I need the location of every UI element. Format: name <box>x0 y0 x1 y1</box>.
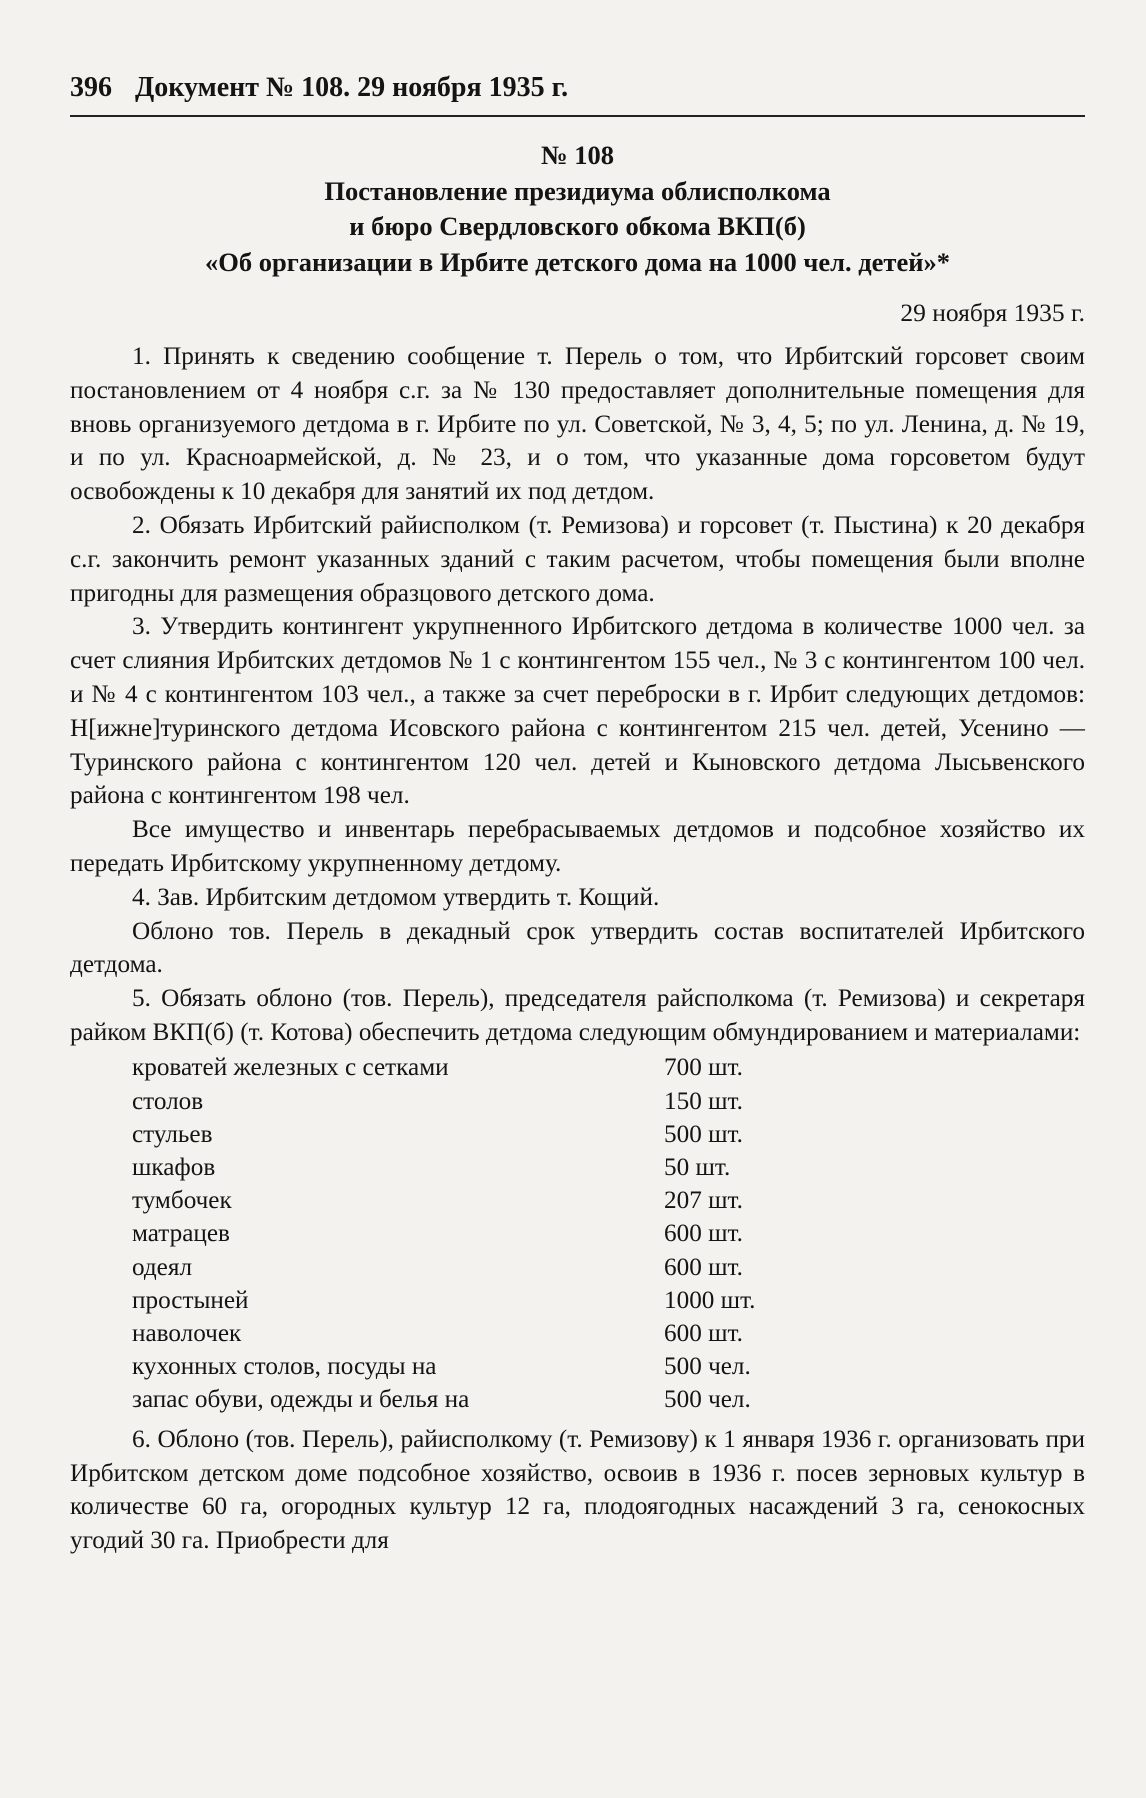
page-number: 396 <box>70 72 112 103</box>
supply-item-name: матрацев <box>132 1220 230 1248</box>
paragraph-3: 3. Утвердить контингент укрупненного Ирбитского детдома в количестве 1000 чел. за счет слияния Ирбитских детдомов № 1 с контингентом 155 чел., № 3 с контингентом 100 чел. и № 4 с контингентом 103 чел., а также за счет переброски в г. Ирбит следующих детдомов: Н[ижне]туринского детдома Исовского района с контингентом 215 чел. детей, Усенино — Туринского района с контингентом 120 чел. детей и Кыновского детдома Лысьвенского района с контингентом 198 чел. <box>70 613 1085 810</box>
supply-item-qty: 700 шт. <box>664 1054 743 1082</box>
title-line: Постановление президиума облисполкома <box>324 175 831 206</box>
supply-item <box>132 1218 832 1251</box>
document-title-block <box>70 138 1085 280</box>
paragraph-2: 2. Обязать Ирбитский райисполком (т. Ремизова) и горсовет (т. Пыстина) к 20 декабря с.г. закончить ремонт указанных зданий с таким расчетом, чтобы помещения были вполне пригодны для размещения образцового детского дома. <box>70 511 1085 607</box>
document-body <box>70 340 1085 1558</box>
supply-item <box>132 1151 832 1184</box>
supply-item-qty: 500 чел. <box>664 1353 751 1381</box>
supply-item-name: кухонных столов, посуды на <box>132 1353 437 1381</box>
supply-item-name: кроватей железных с сетками <box>132 1054 449 1082</box>
supply-item <box>132 1118 832 1151</box>
paragraph-1: 1. Принять к сведению сообщение т. Перель о том, что Ирбитский горсовет своим постановлением от 4 ноября с.г. за № 130 предоставляет дополнительные помещения для вновь организуемого детдома в г. Ирбите по ул. Советской, № 3, 4, 5; по ул. Ленина, д. № 19, и по ул. Красноармейской, д. № 23, и о том, что указанные дома горсоветом будут освобождены к 10 декабря для занятий их под детдом. <box>70 343 1085 506</box>
supply-item-name: тумбочек <box>132 1187 232 1215</box>
supply-item-qty: 207 шт. <box>664 1187 743 1215</box>
supply-item-name: шкафов <box>132 1154 216 1181</box>
supply-list <box>132 1052 832 1417</box>
supply-item <box>132 1317 832 1350</box>
supply-item-name: наволочек <box>132 1319 242 1347</box>
supply-item-qty: 50 шт. <box>664 1154 731 1181</box>
supply-item <box>132 1384 832 1417</box>
supply-item-qty: 600 шт. <box>664 1319 743 1347</box>
header-rule <box>70 115 1085 117</box>
title-line: и бюро Свердловского обкома ВКП(б) <box>349 211 806 241</box>
supply-item-qty: 600 шт. <box>664 1253 743 1281</box>
supply-item-qty: 500 шт. <box>664 1120 743 1148</box>
paragraph-5: 5. Обязать облоно (тов. Перель), председателя райсполкома (т. Ремизова) и секретаря райком ВКП(б) (т. Котова) обеспечить детдома следующим обмундированием и материалами: <box>70 985 1085 1046</box>
document-date: 29 ноября 1935 г. <box>900 298 1085 327</box>
supply-item <box>132 1284 832 1317</box>
title-line: «Об организации в Ирбите детского дома на 1000 чел. детей»* <box>205 246 950 277</box>
supply-item <box>132 1184 832 1217</box>
paragraph-6: 6. Облоно (тов. Перель), райисполкому (т. Ремизову) к 1 января 1936 г. организовать при Ирбитском детском доме подсобное хозяйство, освоив в 1936 г. посев зерновых культур в количестве 60 га, огородных культур 12 га, плодоягодных насаждений 3 га, сенокосных угодий 30 га. Приобрести для <box>70 1425 1085 1555</box>
supply-item <box>132 1350 832 1383</box>
supply-item <box>132 1085 832 1118</box>
paragraph-property: Все имущество и инвентарь перебрасываемых детдомов и подсобное хозяйство их передать Ирбитскому укрупненному детдому. <box>70 816 1085 877</box>
paragraph-staff: Облоно тов. Перель в декадный срок утвердить состав воспитателей Ирбитского детдома. <box>70 917 1085 979</box>
supply-item-name: запас обуви, одежды и белья на <box>132 1386 470 1414</box>
supply-item-qty: 600 шт. <box>664 1220 743 1248</box>
supply-item-name: простыней <box>132 1286 249 1314</box>
supply-item-name: стульев <box>132 1120 213 1148</box>
running-title: Документ № 108. 29 ноября 1935 г. <box>135 72 569 103</box>
supply-item-qty: 150 шт. <box>664 1087 743 1115</box>
supply-item-name: одеял <box>132 1253 193 1281</box>
supply-item-qty: 500 чел. <box>664 1386 751 1414</box>
supply-item <box>132 1052 832 1085</box>
document-number: № 108 <box>540 140 614 170</box>
supply-item-name: столов <box>132 1087 204 1115</box>
supply-item <box>132 1251 832 1284</box>
running-header <box>70 72 1080 104</box>
supply-item-qty: 1000 шт. <box>664 1286 756 1314</box>
paragraph-4: 4. Зав. Ирбитским детдомом утвердить т. Кощий. <box>132 883 660 911</box>
